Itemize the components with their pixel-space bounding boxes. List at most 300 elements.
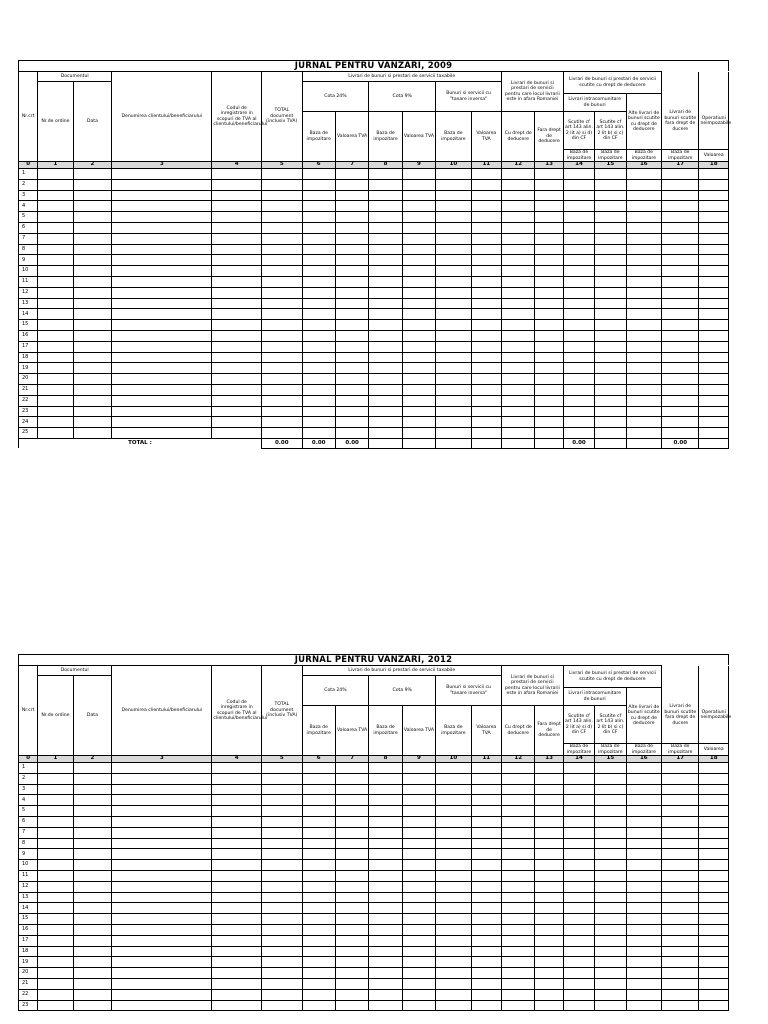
table-cell[interactable] <box>502 806 535 817</box>
table-cell[interactable] <box>699 924 729 935</box>
table-cell[interactable] <box>302 795 335 806</box>
table-cell[interactable] <box>73 341 111 352</box>
table-cell[interactable] <box>535 330 563 341</box>
table-cell[interactable] <box>699 341 729 352</box>
table-cell[interactable] <box>335 849 368 860</box>
table-cell[interactable] <box>112 881 212 892</box>
table-cell[interactable] <box>595 870 626 881</box>
table-cell[interactable] <box>335 352 368 363</box>
table-cell[interactable] <box>535 169 563 180</box>
table-cell[interactable] <box>112 298 212 309</box>
table-cell[interactable] <box>471 763 501 774</box>
table-cell[interactable] <box>302 881 335 892</box>
table-cell[interactable] <box>369 806 402 817</box>
table-cell[interactable] <box>595 827 626 838</box>
table-cell[interactable] <box>502 1000 535 1011</box>
table-cell[interactable] <box>212 827 262 838</box>
table-cell[interactable] <box>212 946 262 957</box>
table-cell[interactable] <box>335 806 368 817</box>
table-cell[interactable] <box>262 935 303 946</box>
table-cell[interactable] <box>73 957 111 968</box>
table-cell[interactable] <box>369 968 402 979</box>
table-cell[interactable] <box>595 233 626 244</box>
table-cell[interactable] <box>563 266 594 277</box>
table-cell[interactable] <box>335 374 368 385</box>
table-cell[interactable] <box>335 816 368 827</box>
table-cell[interactable] <box>502 287 535 298</box>
table-cell[interactable] <box>662 330 699 341</box>
table-cell[interactable] <box>563 406 594 417</box>
table-cell[interactable] <box>662 870 699 881</box>
table-cell[interactable] <box>212 892 262 903</box>
table-cell[interactable] <box>112 417 212 428</box>
table-cell[interactable] <box>212 924 262 935</box>
table-cell[interactable] <box>436 978 471 989</box>
table-cell[interactable] <box>699 827 729 838</box>
table-cell[interactable] <box>535 320 563 331</box>
table-cell[interactable] <box>502 795 535 806</box>
table-cell[interactable] <box>112 309 212 320</box>
table-cell[interactable] <box>662 816 699 827</box>
table-cell[interactable] <box>662 298 699 309</box>
table-cell[interactable] <box>112 276 212 287</box>
table-cell[interactable] <box>471 417 501 428</box>
table-cell[interactable] <box>563 384 594 395</box>
table-cell[interactable] <box>212 763 262 774</box>
table-cell[interactable] <box>73 222 111 233</box>
table-cell[interactable] <box>626 233 661 244</box>
table-cell[interactable] <box>302 266 335 277</box>
table-cell[interactable] <box>699 363 729 374</box>
table-cell[interactable] <box>73 169 111 180</box>
table-cell[interactable] <box>112 352 212 363</box>
table-cell[interactable] <box>212 903 262 914</box>
table-cell[interactable] <box>471 276 501 287</box>
table-cell[interactable] <box>112 924 212 935</box>
table-cell[interactable] <box>436 428 471 439</box>
table-cell[interactable] <box>699 255 729 266</box>
table-cell[interactable] <box>335 903 368 914</box>
table-cell[interactable] <box>73 374 111 385</box>
table-cell[interactable] <box>73 428 111 439</box>
table-cell[interactable] <box>73 330 111 341</box>
table-cell[interactable] <box>626 903 661 914</box>
table-cell[interactable] <box>563 276 594 287</box>
table-cell[interactable] <box>662 201 699 212</box>
table-cell[interactable] <box>369 428 402 439</box>
table-cell[interactable] <box>302 395 335 406</box>
table-cell[interactable] <box>563 244 594 255</box>
table-cell[interactable] <box>535 233 563 244</box>
table-cell[interactable] <box>302 870 335 881</box>
table-cell[interactable] <box>471 341 501 352</box>
table-cell[interactable] <box>335 914 368 925</box>
table-cell[interactable] <box>112 849 212 860</box>
table-cell[interactable] <box>436 169 471 180</box>
table-cell[interactable] <box>699 763 729 774</box>
table-cell[interactable] <box>302 892 335 903</box>
table-cell[interactable] <box>471 320 501 331</box>
table-cell[interactable] <box>402 989 435 1000</box>
table-cell[interactable] <box>73 968 111 979</box>
table-cell[interactable] <box>335 795 368 806</box>
table-cell[interactable] <box>535 860 563 871</box>
table-cell[interactable] <box>595 838 626 849</box>
table-cell[interactable] <box>38 190 73 201</box>
table-cell[interactable] <box>563 892 594 903</box>
table-cell[interactable] <box>471 309 501 320</box>
table-cell[interactable] <box>662 795 699 806</box>
table-cell[interactable] <box>662 179 699 190</box>
table-cell[interactable] <box>38 395 73 406</box>
table-cell[interactable] <box>112 806 212 817</box>
table-cell[interactable] <box>595 395 626 406</box>
table-cell[interactable] <box>112 395 212 406</box>
table-cell[interactable] <box>563 169 594 180</box>
table-cell[interactable] <box>471 806 501 817</box>
table-cell[interactable] <box>595 190 626 201</box>
table-cell[interactable] <box>112 330 212 341</box>
table-cell[interactable] <box>626 266 661 277</box>
table-cell[interactable] <box>502 816 535 827</box>
table-cell[interactable] <box>471 816 501 827</box>
table-cell[interactable] <box>212 773 262 784</box>
table-cell[interactable] <box>38 417 73 428</box>
table-cell[interactable] <box>535 881 563 892</box>
table-cell[interactable] <box>335 989 368 1000</box>
table-cell[interactable] <box>626 212 661 223</box>
table-cell[interactable] <box>369 374 402 385</box>
table-cell[interactable] <box>471 935 501 946</box>
table-cell[interactable] <box>302 935 335 946</box>
table-cell[interactable] <box>436 784 471 795</box>
table-cell[interactable] <box>212 266 262 277</box>
table-cell[interactable] <box>471 374 501 385</box>
table-cell[interactable] <box>369 881 402 892</box>
table-cell[interactable] <box>262 989 303 1000</box>
table-cell[interactable] <box>112 892 212 903</box>
table-cell[interactable] <box>471 179 501 190</box>
table-cell[interactable] <box>699 978 729 989</box>
table-cell[interactable] <box>302 298 335 309</box>
table-cell[interactable] <box>471 298 501 309</box>
table-cell[interactable] <box>262 190 303 201</box>
table-cell[interactable] <box>73 860 111 871</box>
table-cell[interactable] <box>112 320 212 331</box>
table-cell[interactable] <box>38 881 73 892</box>
table-cell[interactable] <box>262 320 303 331</box>
table-cell[interactable] <box>436 255 471 266</box>
table-cell[interactable] <box>73 406 111 417</box>
table-cell[interactable] <box>38 892 73 903</box>
table-cell[interactable] <box>112 784 212 795</box>
table-cell[interactable] <box>302 978 335 989</box>
table-cell[interactable] <box>563 395 594 406</box>
table-cell[interactable] <box>212 978 262 989</box>
table-cell[interactable] <box>38 298 73 309</box>
table-cell[interactable] <box>212 838 262 849</box>
table-cell[interactable] <box>335 244 368 255</box>
table-cell[interactable] <box>38 179 73 190</box>
table-cell[interactable] <box>662 914 699 925</box>
table-cell[interactable] <box>335 276 368 287</box>
table-cell[interactable] <box>662 255 699 266</box>
table-cell[interactable] <box>212 417 262 428</box>
table-cell[interactable] <box>502 341 535 352</box>
table-cell[interactable] <box>402 169 435 180</box>
table-cell[interactable] <box>369 892 402 903</box>
table-cell[interactable] <box>112 266 212 277</box>
table-cell[interactable] <box>595 903 626 914</box>
table-cell[interactable] <box>369 989 402 1000</box>
table-cell[interactable] <box>535 763 563 774</box>
table-cell[interactable] <box>402 935 435 946</box>
table-cell[interactable] <box>563 968 594 979</box>
table-cell[interactable] <box>212 330 262 341</box>
table-cell[interactable] <box>369 179 402 190</box>
table-cell[interactable] <box>662 395 699 406</box>
table-cell[interactable] <box>369 363 402 374</box>
table-cell[interactable] <box>563 935 594 946</box>
table-cell[interactable] <box>302 212 335 223</box>
table-cell[interactable] <box>402 763 435 774</box>
table-cell[interactable] <box>626 924 661 935</box>
table-cell[interactable] <box>73 320 111 331</box>
table-cell[interactable] <box>262 957 303 968</box>
table-cell[interactable] <box>302 914 335 925</box>
table-cell[interactable] <box>212 860 262 871</box>
table-cell[interactable] <box>262 179 303 190</box>
table-cell[interactable] <box>471 222 501 233</box>
table-cell[interactable] <box>262 169 303 180</box>
table-cell[interactable] <box>73 903 111 914</box>
table-cell[interactable] <box>563 946 594 957</box>
table-cell[interactable] <box>262 795 303 806</box>
table-cell[interactable] <box>535 838 563 849</box>
table-cell[interactable] <box>112 201 212 212</box>
table-cell[interactable] <box>73 946 111 957</box>
table-cell[interactable] <box>402 276 435 287</box>
table-cell[interactable] <box>212 806 262 817</box>
table-cell[interactable] <box>502 428 535 439</box>
table-cell[interactable] <box>402 784 435 795</box>
table-cell[interactable] <box>402 330 435 341</box>
table-cell[interactable] <box>626 870 661 881</box>
table-cell[interactable] <box>335 428 368 439</box>
table-cell[interactable] <box>262 417 303 428</box>
table-cell[interactable] <box>436 363 471 374</box>
table-cell[interactable] <box>436 374 471 385</box>
table-cell[interactable] <box>302 1000 335 1011</box>
table-cell[interactable] <box>369 946 402 957</box>
table-cell[interactable] <box>535 957 563 968</box>
table-cell[interactable] <box>73 384 111 395</box>
table-cell[interactable] <box>535 892 563 903</box>
table-cell[interactable] <box>471 287 501 298</box>
table-cell[interactable] <box>262 309 303 320</box>
table-cell[interactable] <box>369 816 402 827</box>
table-cell[interactable] <box>563 784 594 795</box>
table-cell[interactable] <box>262 784 303 795</box>
table-cell[interactable] <box>38 266 73 277</box>
table-cell[interactable] <box>73 773 111 784</box>
table-cell[interactable] <box>563 428 594 439</box>
table-cell[interactable] <box>662 341 699 352</box>
table-cell[interactable] <box>471 190 501 201</box>
table-cell[interactable] <box>302 957 335 968</box>
table-cell[interactable] <box>535 989 563 1000</box>
table-cell[interactable] <box>502 968 535 979</box>
table-cell[interactable] <box>402 384 435 395</box>
table-cell[interactable] <box>595 968 626 979</box>
table-cell[interactable] <box>73 892 111 903</box>
table-cell[interactable] <box>563 903 594 914</box>
table-cell[interactable] <box>262 222 303 233</box>
table-cell[interactable] <box>595 287 626 298</box>
table-cell[interactable] <box>699 395 729 406</box>
table-cell[interactable] <box>626 428 661 439</box>
table-cell[interactable] <box>699 309 729 320</box>
table-cell[interactable] <box>402 352 435 363</box>
table-cell[interactable] <box>262 363 303 374</box>
table-cell[interactable] <box>302 190 335 201</box>
table-cell[interactable] <box>402 860 435 871</box>
table-cell[interactable] <box>212 374 262 385</box>
table-cell[interactable] <box>699 169 729 180</box>
table-cell[interactable] <box>335 320 368 331</box>
table-cell[interactable] <box>563 827 594 838</box>
table-cell[interactable] <box>535 827 563 838</box>
table-cell[interactable] <box>436 957 471 968</box>
table-cell[interactable] <box>595 428 626 439</box>
table-cell[interactable] <box>302 330 335 341</box>
table-cell[interactable] <box>436 395 471 406</box>
table-cell[interactable] <box>626 190 661 201</box>
table-cell[interactable] <box>302 806 335 817</box>
table-cell[interactable] <box>502 924 535 935</box>
table-cell[interactable] <box>595 795 626 806</box>
table-cell[interactable] <box>662 320 699 331</box>
table-cell[interactable] <box>369 1000 402 1011</box>
table-cell[interactable] <box>369 935 402 946</box>
table-cell[interactable] <box>112 169 212 180</box>
table-cell[interactable] <box>369 870 402 881</box>
table-cell[interactable] <box>112 428 212 439</box>
table-cell[interactable] <box>436 989 471 1000</box>
table-cell[interactable] <box>502 222 535 233</box>
table-cell[interactable] <box>563 795 594 806</box>
table-cell[interactable] <box>471 395 501 406</box>
table-cell[interactable] <box>302 169 335 180</box>
table-cell[interactable] <box>662 1000 699 1011</box>
table-cell[interactable] <box>563 363 594 374</box>
table-cell[interactable] <box>402 957 435 968</box>
table-cell[interactable] <box>699 330 729 341</box>
table-cell[interactable] <box>212 384 262 395</box>
table-cell[interactable] <box>626 201 661 212</box>
table-cell[interactable] <box>626 968 661 979</box>
table-cell[interactable] <box>262 374 303 385</box>
table-cell[interactable] <box>112 179 212 190</box>
table-cell[interactable] <box>436 924 471 935</box>
table-cell[interactable] <box>436 179 471 190</box>
table-cell[interactable] <box>112 957 212 968</box>
table-cell[interactable] <box>662 946 699 957</box>
table-cell[interactable] <box>699 276 729 287</box>
table-cell[interactable] <box>626 352 661 363</box>
table-cell[interactable] <box>262 330 303 341</box>
table-cell[interactable] <box>502 935 535 946</box>
table-cell[interactable] <box>535 417 563 428</box>
table-cell[interactable] <box>112 870 212 881</box>
table-cell[interactable] <box>335 838 368 849</box>
table-cell[interactable] <box>302 222 335 233</box>
table-cell[interactable] <box>563 838 594 849</box>
table-cell[interactable] <box>502 881 535 892</box>
table-cell[interactable] <box>502 374 535 385</box>
table-cell[interactable] <box>112 838 212 849</box>
table-cell[interactable] <box>38 1000 73 1011</box>
table-cell[interactable] <box>563 374 594 385</box>
table-cell[interactable] <box>595 169 626 180</box>
table-cell[interactable] <box>535 946 563 957</box>
table-cell[interactable] <box>335 763 368 774</box>
table-cell[interactable] <box>563 309 594 320</box>
table-cell[interactable] <box>402 201 435 212</box>
table-cell[interactable] <box>535 795 563 806</box>
table-cell[interactable] <box>302 816 335 827</box>
table-cell[interactable] <box>73 417 111 428</box>
table-cell[interactable] <box>73 255 111 266</box>
table-cell[interactable] <box>73 309 111 320</box>
table-cell[interactable] <box>112 244 212 255</box>
table-cell[interactable] <box>595 860 626 871</box>
table-cell[interactable] <box>626 276 661 287</box>
table-cell[interactable] <box>38 222 73 233</box>
table-cell[interactable] <box>502 233 535 244</box>
table-cell[interactable] <box>626 784 661 795</box>
table-cell[interactable] <box>662 892 699 903</box>
table-cell[interactable] <box>38 924 73 935</box>
table-cell[interactable] <box>436 266 471 277</box>
table-cell[interactable] <box>662 838 699 849</box>
table-cell[interactable] <box>262 201 303 212</box>
table-cell[interactable] <box>436 406 471 417</box>
table-cell[interactable] <box>563 233 594 244</box>
table-cell[interactable] <box>626 849 661 860</box>
table-cell[interactable] <box>563 860 594 871</box>
table-cell[interactable] <box>402 795 435 806</box>
table-cell[interactable] <box>369 169 402 180</box>
table-cell[interactable] <box>402 838 435 849</box>
table-cell[interactable] <box>436 309 471 320</box>
table-cell[interactable] <box>369 784 402 795</box>
table-cell[interactable] <box>402 892 435 903</box>
table-cell[interactable] <box>369 417 402 428</box>
table-cell[interactable] <box>699 179 729 190</box>
table-cell[interactable] <box>436 892 471 903</box>
table-cell[interactable] <box>369 320 402 331</box>
table-cell[interactable] <box>302 946 335 957</box>
table-cell[interactable] <box>302 989 335 1000</box>
table-cell[interactable] <box>369 838 402 849</box>
table-cell[interactable] <box>369 287 402 298</box>
table-cell[interactable] <box>369 763 402 774</box>
table-cell[interactable] <box>369 827 402 838</box>
table-cell[interactable] <box>699 903 729 914</box>
table-cell[interactable] <box>402 287 435 298</box>
table-cell[interactable] <box>302 276 335 287</box>
